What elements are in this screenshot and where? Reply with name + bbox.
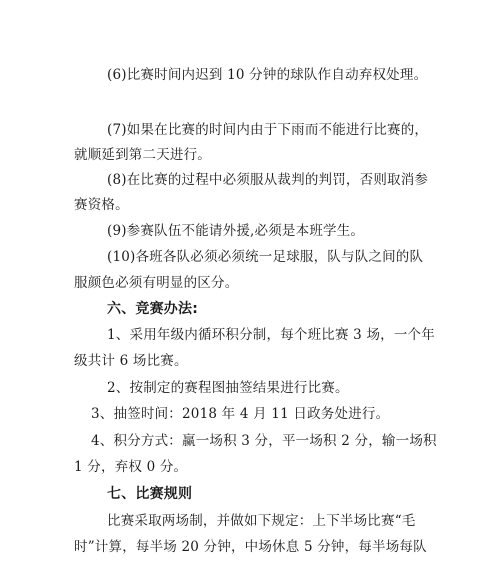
section-6-heading: 六、竞赛办法:	[107, 301, 198, 317]
rule-6-line: (6)比赛时间内迟到 10 分钟的球队作自动弃权处理。	[107, 67, 428, 83]
rule-8-line-2: 赛资格。	[74, 197, 129, 213]
method-2-line: 2、按制定的赛程图抽签结果进行比赛。	[107, 380, 349, 396]
rule-10-line-1: (10)各班各队必须必须统一足球服，队与队之间的队	[107, 249, 424, 265]
method-1-line-1: 1、采用年级内循环积分制，每个班比赛 3 场，一个年	[107, 327, 435, 343]
rule-10-line-2: 服颜色必须有明显的区分。	[74, 275, 239, 291]
method-4-line-1: 4、积分方式：赢一场积 3 分，平一场积 2 分，输一场积	[91, 433, 437, 449]
rule-9-line: (9)参赛队伍不能请外援,必须是本班学生。	[107, 223, 365, 239]
section-7-heading: 七、比赛规则	[107, 486, 193, 502]
method-4-line-2: 1 分，弃权 0 分。	[74, 459, 188, 475]
rules-paragraph-line-2: 时”计算，每半场 20 分钟，中场休息 5 分钟，每半场每队	[74, 539, 427, 555]
rules-paragraph-line-1: 比赛采取两场制，并做如下规定：上下半场比赛“毛	[107, 513, 416, 529]
rule-7-line-1: (7)如果在比赛的时间内由于下雨而不能进行比赛的，	[107, 122, 429, 138]
rule-7-line-2: 就顺延到第二天进行。	[74, 147, 211, 163]
method-3-line: 3、抽签时间：2018 年 4 月 11 日政务处进行。	[91, 406, 390, 422]
rule-8-line-1: (8)在比赛的过程中必须服从裁判的判罚，否则取消参	[107, 172, 429, 188]
method-1-line-2: 级共计 6 场比赛。	[74, 353, 188, 369]
